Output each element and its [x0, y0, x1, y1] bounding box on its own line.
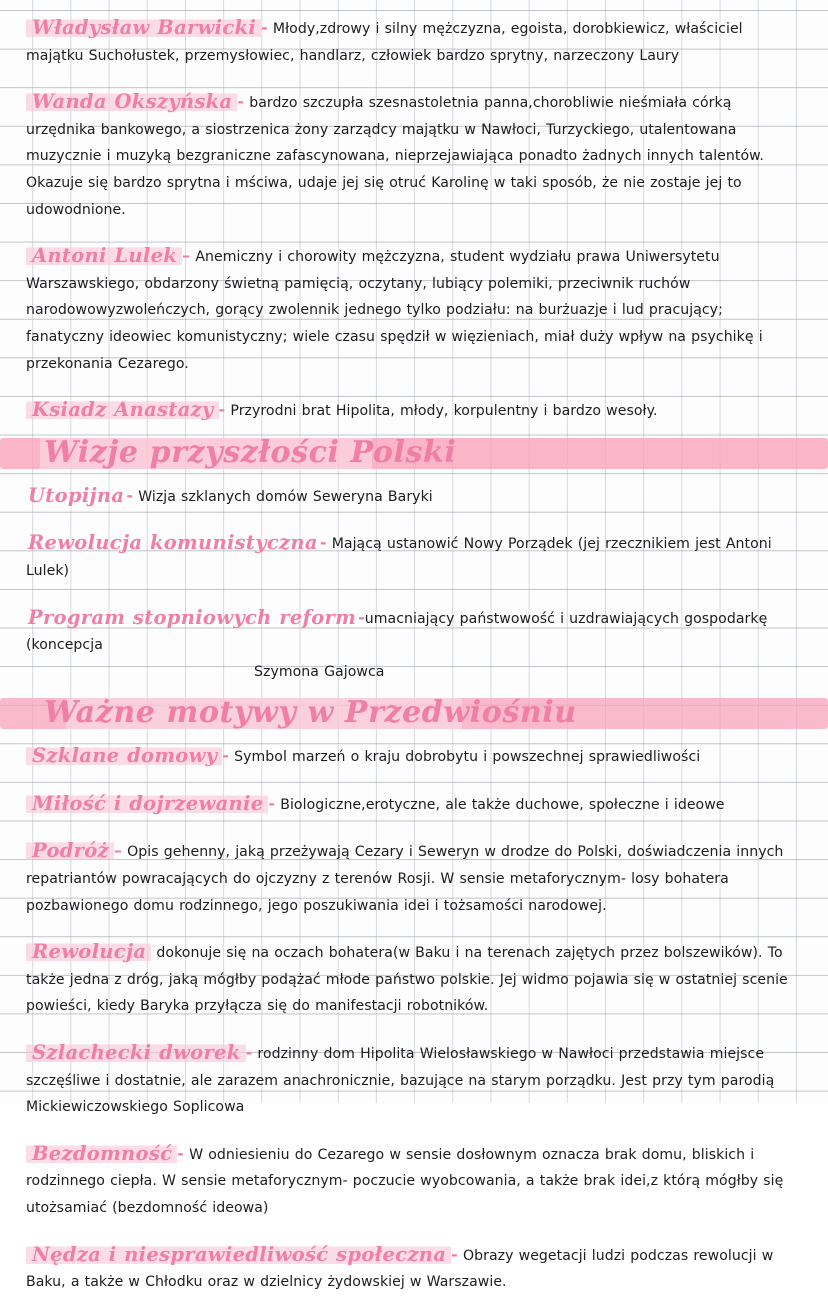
- character-description-anastazy: Przyrodni brat Hipolita, młody, korpulentny i bardzo wesoły.: [230, 403, 658, 420]
- motif-entry-rewolucja: [26, 938, 798, 1020]
- motif-entry-podroz: [26, 837, 798, 919]
- vision-name-utopijna: Utopijna: [28, 483, 125, 507]
- character-description-lulek: Anemiczny i chorowity mężczyzna, student wydziału prawa Uniwersytetu Warszawskiego, obdarzony świetną pamięcią, oczytany, lubiący polemiki, przeciwnik ruchów narodowowyzwoleńczych, gorący zwolennik jednego tylko podziału: na burżuazje i lud pracujący; fanatyczny ideowiec komunistyczny; wiele czasu spędził w więzieniach, miał duży wpływ na psychikę i przekonania Cezarego.: [26, 249, 763, 372]
- vision-name-rewolucja-komunistyczna: Rewolucja komunistyczna: [28, 531, 318, 555]
- vision-description-program-reform: umacniający państwowość i uzdrawiających gospodarkę (koncepcja: [26, 610, 768, 654]
- character-name-lulek: Antoni Lulek: [26, 244, 182, 267]
- character-entry-lulek: [26, 242, 798, 377]
- dash-lulek: –: [182, 246, 191, 266]
- dash-barwicki: -: [261, 18, 268, 37]
- motif-description-bezdomnosc: W odniesieniu do Cezarego w sensie dosłownym oznacza brak domu, bliskich i rodzinnego ciepła. W sensie metaforycznym- poczucie wyobcowania, a także brak idei,z którą mógłby się utożsamiać (bezdomność ideowa): [26, 1146, 784, 1216]
- section-title-motifs: Ważne motywy w Przedwiośniu: [44, 695, 577, 731]
- motif-name-rewolucja: Rewolucja: [26, 940, 151, 963]
- dash-utopijna: -: [126, 485, 134, 505]
- motif-description-nedza: Obrazy wegetacji ludzi podczas rewolucji w Baku, a także w Chłodku oraz w dzielnicy żydowskiej w Warszawie.: [26, 1247, 774, 1291]
- dash-podroz: –: [113, 841, 122, 861]
- motif-name-podroz: Podróż: [26, 839, 114, 862]
- motif-entry-milosc-dojrzewanie: [26, 790, 798, 819]
- dash-program-reform: -: [358, 607, 365, 627]
- vision-entry-program-reform: [26, 604, 798, 686]
- dash-nedza: -: [451, 1244, 458, 1264]
- section-header-visions: [26, 434, 798, 472]
- motif-description-rewolucja: dokonuje się na oczach bohatera(w Baku i na terenach zajętych przez bolszewików). To także jedna z dróg, jaką mógłby podążać młode państwo polskie. Jej widmo pojawia się w ostatniej scenie powieści, kiedy Baryka przyłącza się do manifestacji robotników.: [26, 945, 788, 1015]
- character-entry-anastazy: [26, 396, 798, 425]
- dash-szklane-domowy: -: [222, 746, 229, 766]
- motif-entry-bezdomnosc: [26, 1140, 798, 1222]
- dash-anastazy: -: [218, 400, 226, 420]
- character-description-okszynska: bardzo szczupła szesnastoletnia panna,chorobliwie nieśmiała córką urzędnika bankowego, a siostrzenica żony zarządcy majątku w Nawłoci, Turzyckiego, utalentowana muzycznie i muzyką bezgraniczne zafascynowana, nieprzejawiająca ponadto żadnych innych talentów. Okazuje się bardzo sprytna i mściwa, udaje jej się otruć Karolinę w taki sposób, że nie zostaje jej to udowodnione.: [26, 95, 764, 218]
- vision-description-rewolucja-komunistyczna: Mającą ustanowić Nowy Porządek (jej rzecznikiem jest Antoni Lulek): [26, 536, 772, 579]
- motif-description-milosc-dojrzewanie: Biologiczne,erotyczne, ale także duchowe, społeczne i ideowe: [280, 796, 725, 813]
- motif-name-nedza: Nędza i niesprawiedliwość społeczna: [26, 1243, 451, 1266]
- character-name-okszynska: Wanda Okszyńska: [26, 90, 237, 113]
- section-title-visions: Wizje przyszłości Polski: [44, 434, 457, 470]
- character-entry-barwicki: [26, 14, 798, 69]
- motif-description-szlachecki-dworek: rodzinny dom Hipolita Wielosławskiego w Nawłoci przedstawia miejsce szczęśliwe i dostatnie, ale zarazem anachronicznie, bazujące na starym porządku. Jest przy tym parodią Mickiewiczowskiego Soplicowa: [26, 1046, 775, 1116]
- character-name-anastazy: Ksiadz Anastazy: [26, 398, 219, 421]
- dash-bezdomnosc: -: [177, 1143, 184, 1163]
- dash-rewolucja-komunistyczna: -: [319, 533, 327, 553]
- section-header-motifs: [26, 694, 798, 732]
- vision-description-utopijna: Wizja szklanych domów Seweryna Baryki: [138, 488, 433, 505]
- vision-name-program-reform: Program stopniowych reform: [28, 605, 357, 629]
- character-description-barwicki: Młody,zdrowy i silny mężczyzna, egoista, dorobkiewicz, właściciel majątku Suchołustek, przemysłowiec, handlarz, człowiek bardzo sprytny, narzeczony Laury: [26, 21, 743, 64]
- vision-description-program-reform-line2: Szymona Gajowca: [254, 663, 385, 680]
- motif-entry-nedza: [26, 1241, 798, 1296]
- dash-okszynska: -: [237, 92, 245, 112]
- motif-entry-szlachecki-dworek: [26, 1039, 798, 1121]
- motif-name-milosc-dojrzewanie: Miłość i dojrzewanie: [26, 792, 268, 815]
- motif-name-bezdomnosc: Bezdomność: [26, 1142, 177, 1165]
- motif-name-szlachecki-dworek: Szlachecki dworek: [26, 1041, 246, 1064]
- motif-description-podroz: Opis gehenny, jaką przeżywają Cezary i Seweryn w drodze do Polski, doświadczenia innych repatriantów powracających do ojczyzny z terenów Rosji. W sensie metaforycznym- losy bohatera pozbawionego domu rodzinnego, jego poszukiwania idei i tożsamości narodowej.: [26, 844, 784, 914]
- dash-milosc-dojrzewanie: -: [268, 793, 276, 813]
- dash-szlachecki-dworek: -: [245, 1043, 253, 1063]
- motif-name-szklane-domowy: Szklane domowy: [26, 744, 222, 767]
- motif-entry-szklane-domowy: [26, 742, 798, 771]
- vision-entry-rewolucja-komunistyczna: [26, 529, 798, 584]
- character-name-barwicki: Władysław Barwicki: [26, 16, 261, 39]
- vision-entry-utopijna: [26, 482, 798, 511]
- motif-description-szklane-domowy: Symbol marzeń o kraju dobrobytu i powszechnej sprawiedliwości: [234, 749, 701, 766]
- character-entry-okszynska: [26, 88, 798, 223]
